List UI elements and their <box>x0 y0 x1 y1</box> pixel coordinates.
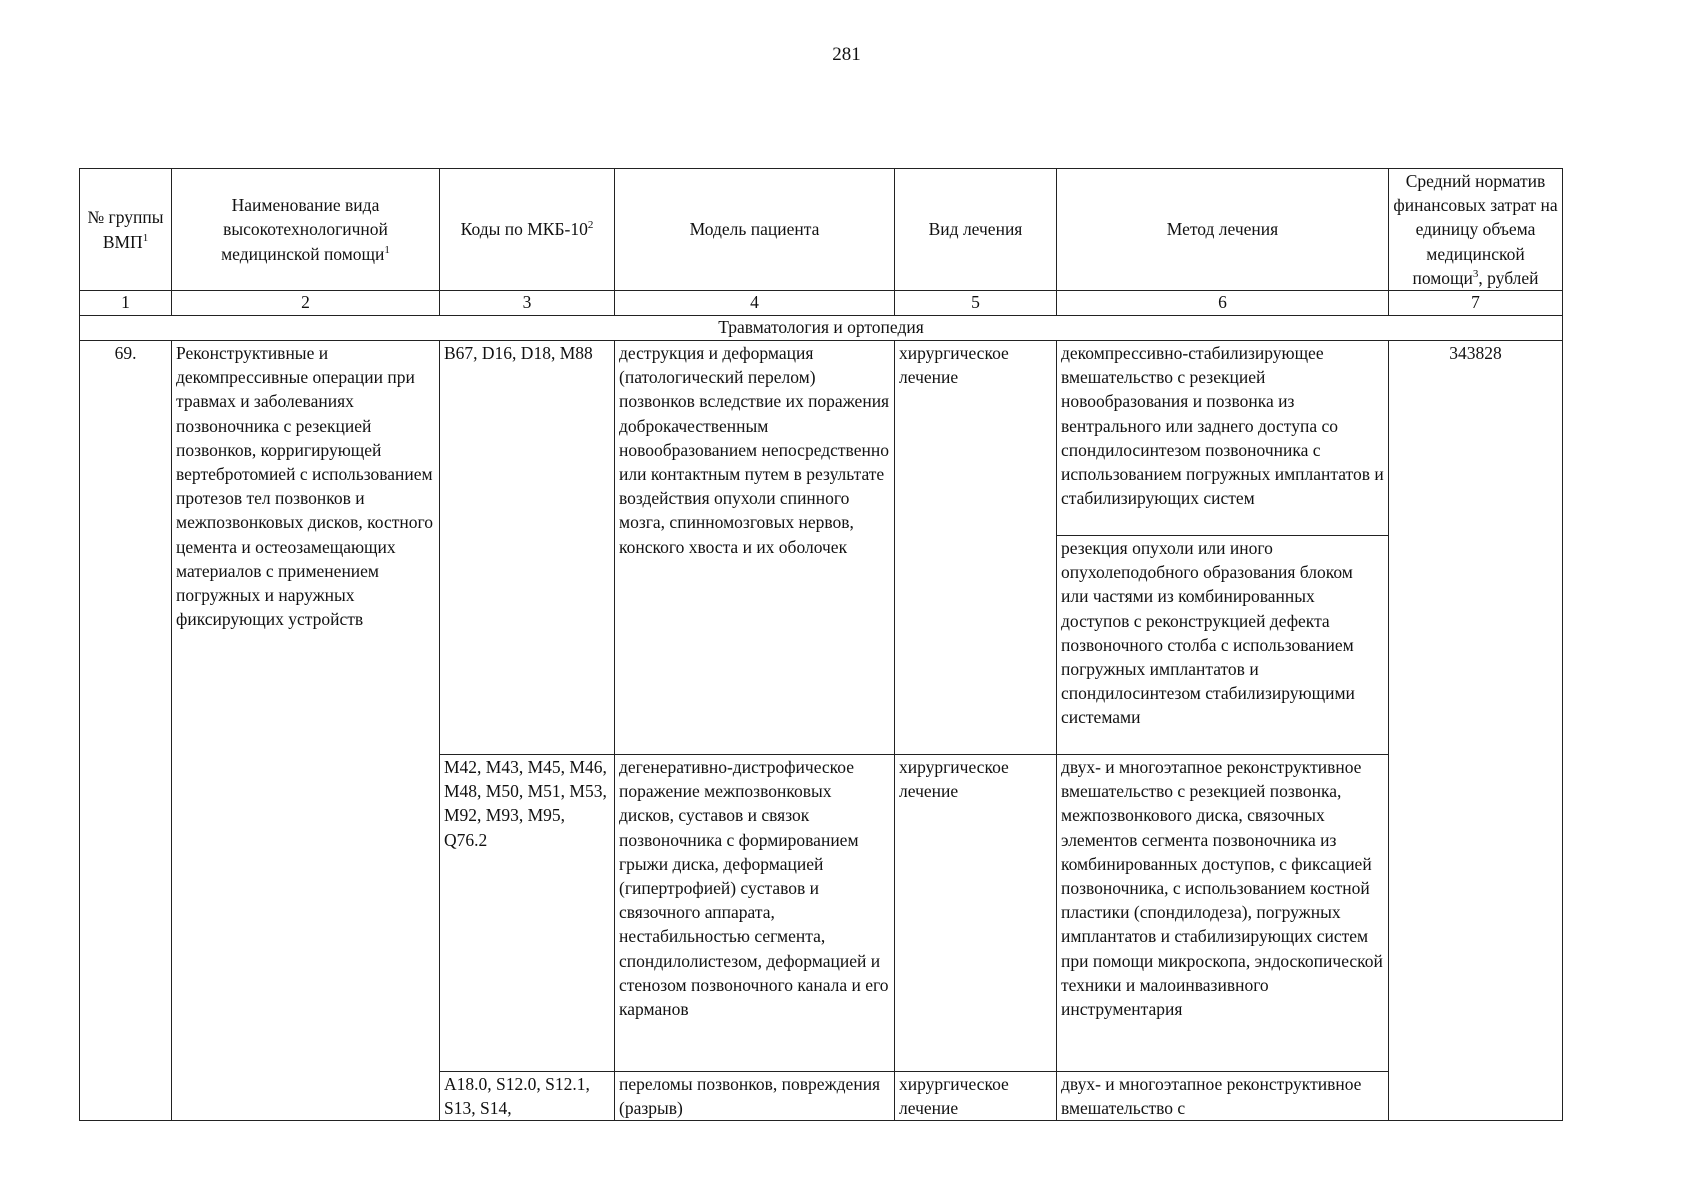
treatment-method: декомпрессивно-стабилизирующее вмешательство с резекцией новообразования и позвонка из вентрального или заднего доступа со спондилосинтезом позвоночника с использованием погружных имплантатов и стабилизирующих систем <box>1057 341 1389 536</box>
section-title: Травматология и ортопедия <box>80 316 1563 341</box>
patient-model: дегенеративно-дистрофическое поражение межпозвонковых дисков, суставов и связок позвоночника с формированием грыжи диска, деформацией (гипертрофией) суставов и связочного аппарата, нестабильностью сегмента, спондилолистезом, деформацией и стенозом позвоночного канала и его карманов <box>615 755 895 1072</box>
vmp-name: Реконструктивные и декомпрессивные операции при травмах и заболеваниях позвоночника с резекцией позвонков, корригирующей вертебротомией с использованием протезов тел позвонков и межпозвонковых дисков, костного цемента и остеозамещающих материалов с применением погружных и наружных фиксирующих устройств <box>172 341 440 1121</box>
column-number: 4 <box>615 291 895 316</box>
column-number: 2 <box>172 291 440 316</box>
header-treatment-method: Метод лечения <box>1057 169 1389 291</box>
column-number: 7 <box>1389 291 1563 316</box>
header-patient-model: Модель пациента <box>615 169 895 291</box>
average-cost: 343828 <box>1389 341 1563 1121</box>
header-treatment-type: Вид лечения <box>895 169 1057 291</box>
column-number: 6 <box>1057 291 1389 316</box>
treatment-type: хирургическое лечение <box>895 755 1057 1072</box>
header-row <box>80 169 1563 291</box>
header-group-number: № группы ВМП$^1$ <box>80 169 172 291</box>
group-number: 69. <box>80 341 172 1121</box>
treatment-method: двух- и многоэтапное реконструктивное вмешательство с резекцией позвонка, межпозвонкового диска, связочных элементов сегмента позвоночника из комбинированных доступов, с фиксацией позвоночника, с использованием костной пластики (спондилодеза), погружных имплантатов и стабилизирующих систем при помощи микроскопа, эндоскопической техники и малоинвазивного инструментария <box>1057 755 1389 1072</box>
table-row <box>80 341 1563 536</box>
icd-codes: B67, D16, D18, M88 <box>440 341 615 755</box>
column-number: 1 <box>80 291 172 316</box>
column-number: 3 <box>440 291 615 316</box>
section-row <box>80 316 1563 341</box>
patient-model: деструкция и деформация (патологический перелом) позвонков вследствие их поражения доброкачественным новообразованием непосредственно или контактным путем в результате воздействия опухоли спинного мозга, спинномозговых нервов, конского хвоста и их оболочек <box>615 341 895 755</box>
treatment-method: резекция опухоли или иного опухолеподобного образования блоком или частями из комбинированных доступов с реконструкцией дефекта позвоночного столба с использованием погружных имплантатов и спондилосинтезом стабилизирующими системами <box>1057 536 1389 755</box>
header-average-cost: Средний норматив финансовых затрат на единицу объема медицинской помощи$^3$, рублей <box>1389 169 1563 291</box>
header-vmp-name: Наименование вида высокотехнологичной медицинской помощи$^1$ <box>172 169 440 291</box>
treatment-type: хирургическое лечение <box>895 341 1057 755</box>
page-number: 281 <box>832 44 861 65</box>
patient-model: переломы позвонков, повреждения (разрыв) <box>615 1072 895 1121</box>
icd-codes: M42, M43, M45, M46, M48, M50, M51, M53, M92, M93, M95, Q76.2 <box>440 755 615 1072</box>
header-icd-codes: Коды по МКБ-$10^2$ <box>440 169 615 291</box>
vmp-table <box>79 168 1563 1121</box>
icd-codes: A18.0, S12.0, S12.1, S13, S14, <box>440 1072 615 1121</box>
column-number-row <box>80 291 1563 316</box>
column-number: 5 <box>895 291 1057 316</box>
treatment-type: хирургическое лечение <box>895 1072 1057 1121</box>
treatment-method: двух- и многоэтапное реконструктивное вмешательство с <box>1057 1072 1389 1121</box>
